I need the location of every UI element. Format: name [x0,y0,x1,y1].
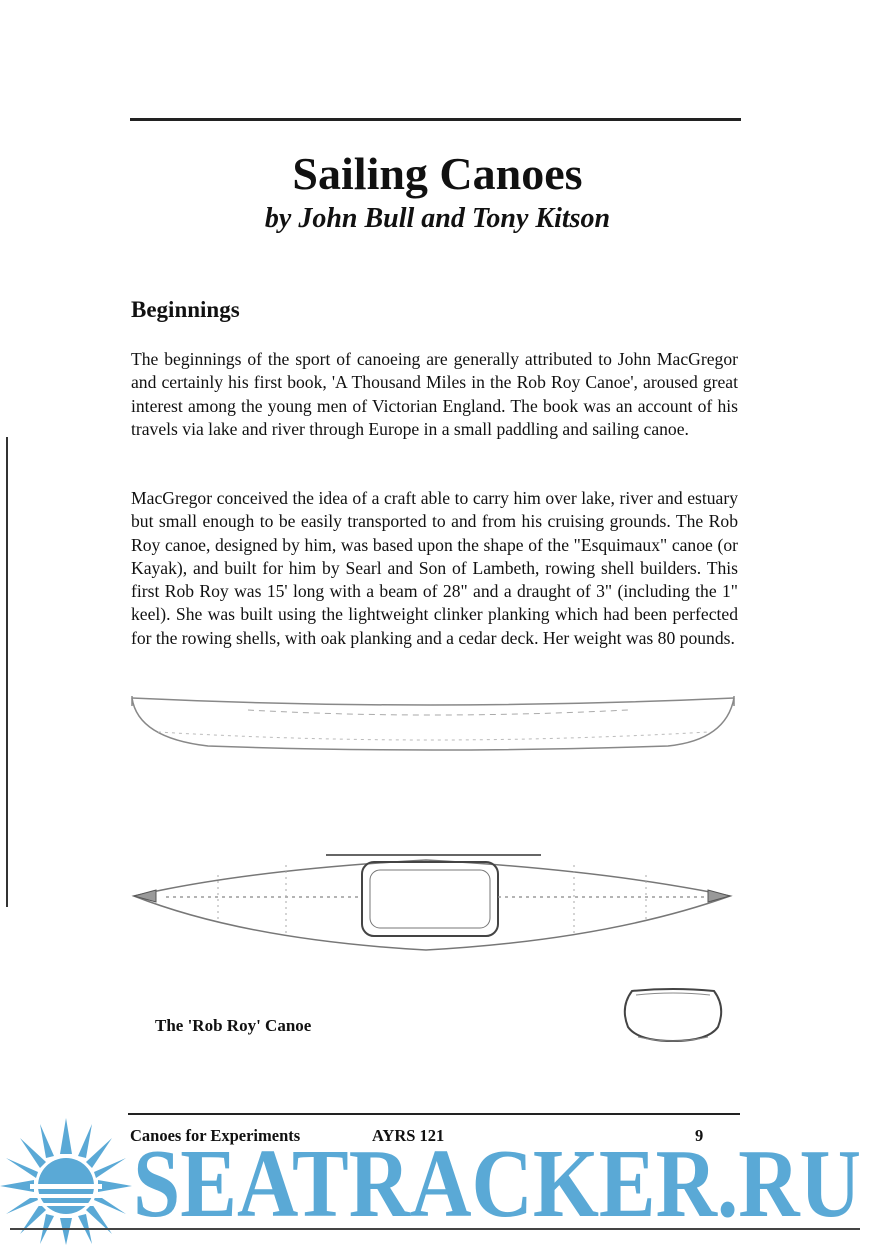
article-byline: by John Bull and Tony Kitson [264,203,611,234]
seatracker-watermark [130,1138,865,1223]
paragraph-2: MacGregor conceived the idea of a craft able to carry him over lake, river and estuary but small enough to be easily transported to and from his cruising grounds. The Rob Roy canoe, designed by him, was based upon the shape of the "Esquimaux" canoe (or Kayak), and built for him by Searl and Son of Lambeth, rowing shell builders. This first Rob Roy was 15' long with a beam of 28" and a draught of 3" (including the 1" keel). She was built using the lightweight clinker planking which had been perfected for the rowing shells, with oak planking and a cedar deck. Her weight was 80 pounds. [131,488,738,648]
footer-publication: Canoes for Experiments [130,1126,301,1145]
top-rule [130,118,741,121]
footer-page-number: 9 [695,1126,704,1145]
watermark-text: SEATRACKER.RU [133,1138,861,1223]
scan-artifact-mark [6,437,8,907]
article-title: Sailing Canoes [292,148,583,199]
canoe-plan-view-drawing [126,850,738,960]
canoe-cross-section-drawing [618,985,728,1047]
bottom-scan-edge [10,1228,860,1230]
bottom-rule [128,1113,740,1115]
section-heading: Beginnings [131,297,240,322]
seatracker-sun-logo [0,1118,132,1245]
paragraph-1: The beginnings of the sport of canoeing are generally attributed to John MacGregor and certainly his first book, 'A Thousand Miles in the Rob Roy Canoe', aroused great interest among the young men of Victorian England. The book was an account of his travels via lake and river through Europe in a small paddling and sailing canoe. [131,349,738,439]
canoe-side-profile-drawing [128,690,740,760]
figure-caption: The 'Rob Roy' Canoe [155,1016,312,1035]
footer-issue: AYRS 121 [372,1126,445,1145]
